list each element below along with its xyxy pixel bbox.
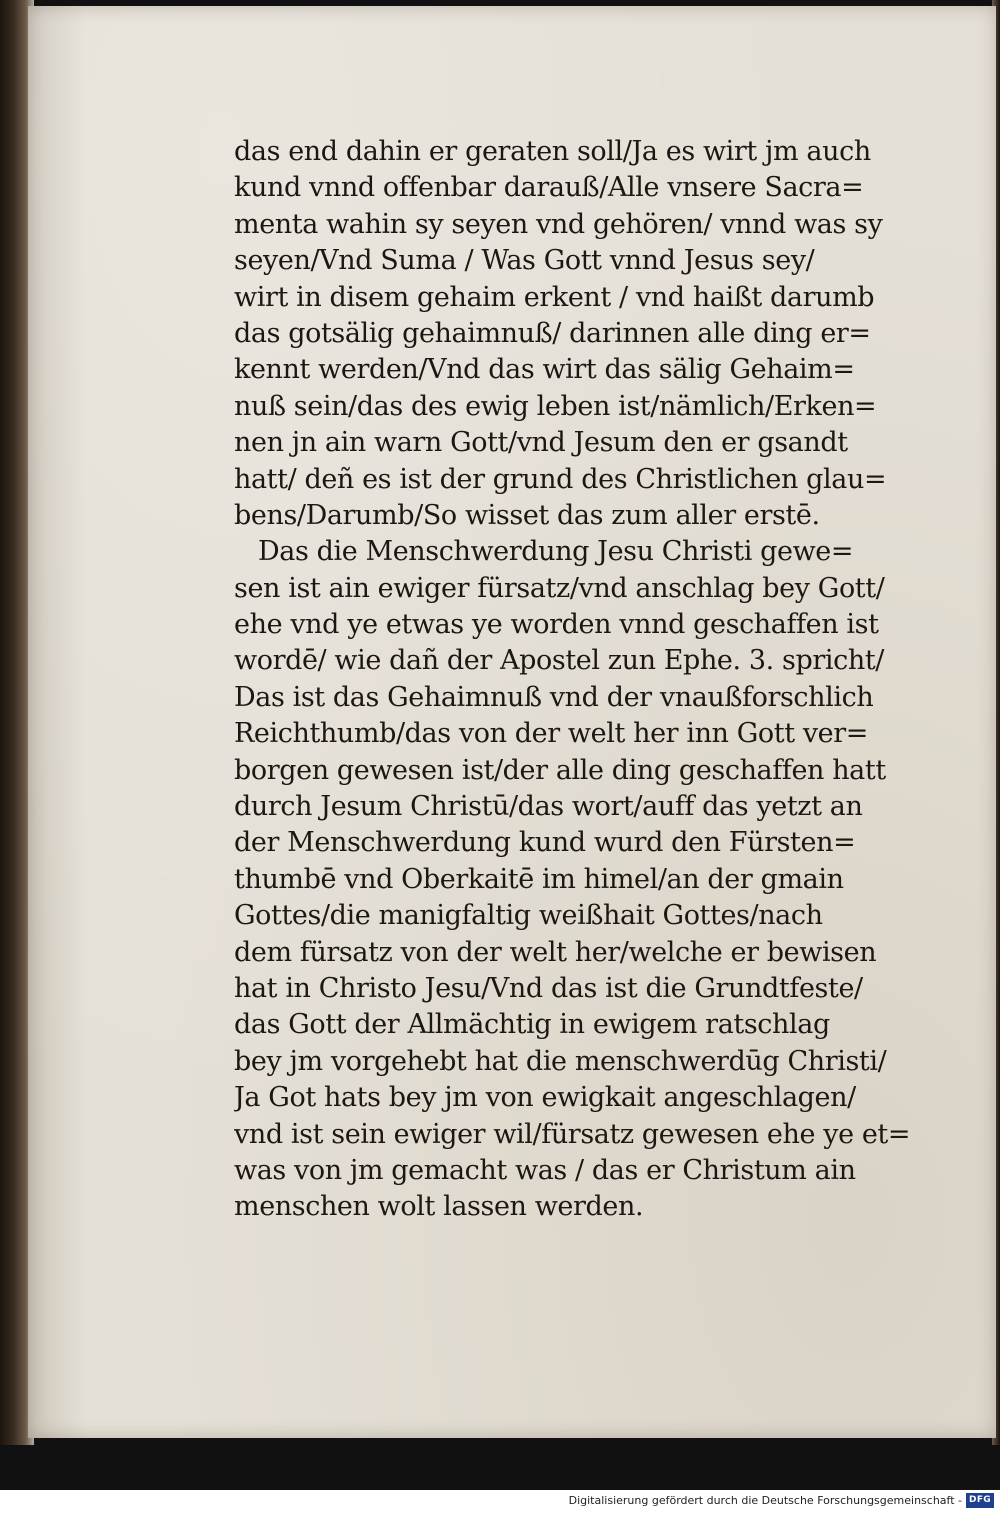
text-line: Ja Got hats bey jm von ewigkait angeschlagen/ [234,1082,856,1114]
text-line: hatt/ deñ es ist der grund des Christlichen glau= [234,463,887,495]
text-line: Reichthumb/das von der welt her inn Gott ver= [234,718,868,750]
text-line: thumbē vnd Oberkaitē im himel/an der gmain [234,863,844,895]
text-line: das Gott der Allmächtig in ewigem ratschlag [234,1009,830,1041]
text-line: kund vnnd offenbar darauß/Alle vnsere Sacra= [234,172,864,204]
dfg-logo: DFG [966,1493,994,1508]
book-page [28,6,996,1438]
text-line: menta wahin sy seyen vnd gehören/ vnnd was sy [234,208,883,240]
text-line: bey jm vorgehebt hat die menschwerdūg Christi/ [234,1045,887,1077]
text-line: ehe vnd ye etwas ye worden vnnd geschaffen ist [234,609,879,641]
text-line: sen ist ain ewiger fürsatz/vnd anschlag bey Gott/ [234,572,885,604]
text-line: dem fürsatz von der welt her/welche er bewisen [234,936,877,968]
footer [0,1490,1000,1513]
text-line: Das ist das Gehaimnuß vnd der vnaußforschlich [234,681,874,713]
text-line: nen jn ain warn Gott/vnd Jesum den er gsandt [234,427,848,459]
text-line: durch Jesum Christū/das wort/auff das yetzt an [234,791,863,823]
text-line: seyen/Vnd Suma / Was Gott vnnd Jesus sey/ [234,245,815,277]
text-line: der Menschwerdung kund wurd den Fürsten= [234,827,856,859]
text-line: wordē/ wie dañ der Apostel zun Ephe. 3. spricht/ [234,645,884,677]
text-line: bens/Darumb/So wisset das zum aller erstē. [234,499,820,531]
text-line: das gotsälig gehaimnuß/ darinnen alle ding er= [234,317,871,349]
text-line: was von jm gemacht was / das er Christum ain [234,1154,856,1186]
text-line: Gottes/die manigfaltig weißhait Gottes/nach [234,900,823,932]
text-line: borgen gewesen ist/der alle ding geschaffen hatt [234,754,886,786]
text-line: hat in Christo Jesu/Vnd das ist die Grundtfeste/ [234,972,863,1004]
text-line: kennt werden/Vnd das wirt das sälig Gehaim= [234,354,855,386]
text-line: nuß sein/das des ewig leben ist/nämlich/Erken= [234,390,877,422]
page-text [234,134,958,1226]
text-line: menschen wolt lassen werden. [234,1191,644,1223]
text-line: vnd ist sein ewiger wil/fürsatz gewesen ehe ye et= [234,1118,911,1150]
digitization-credit: Digitalisierung gefördert durch die Deutsche Forschungsgemeinschaft - [568,1494,962,1507]
text-line: Das die Menschwerdung Jesu Christi gewe= [258,536,854,568]
text-line: das end dahin er geraten soll/Ja es wirt jm auch [234,136,871,167]
text-line: wirt in disem gehaim erkent / vnd haißt darumb [234,281,875,313]
